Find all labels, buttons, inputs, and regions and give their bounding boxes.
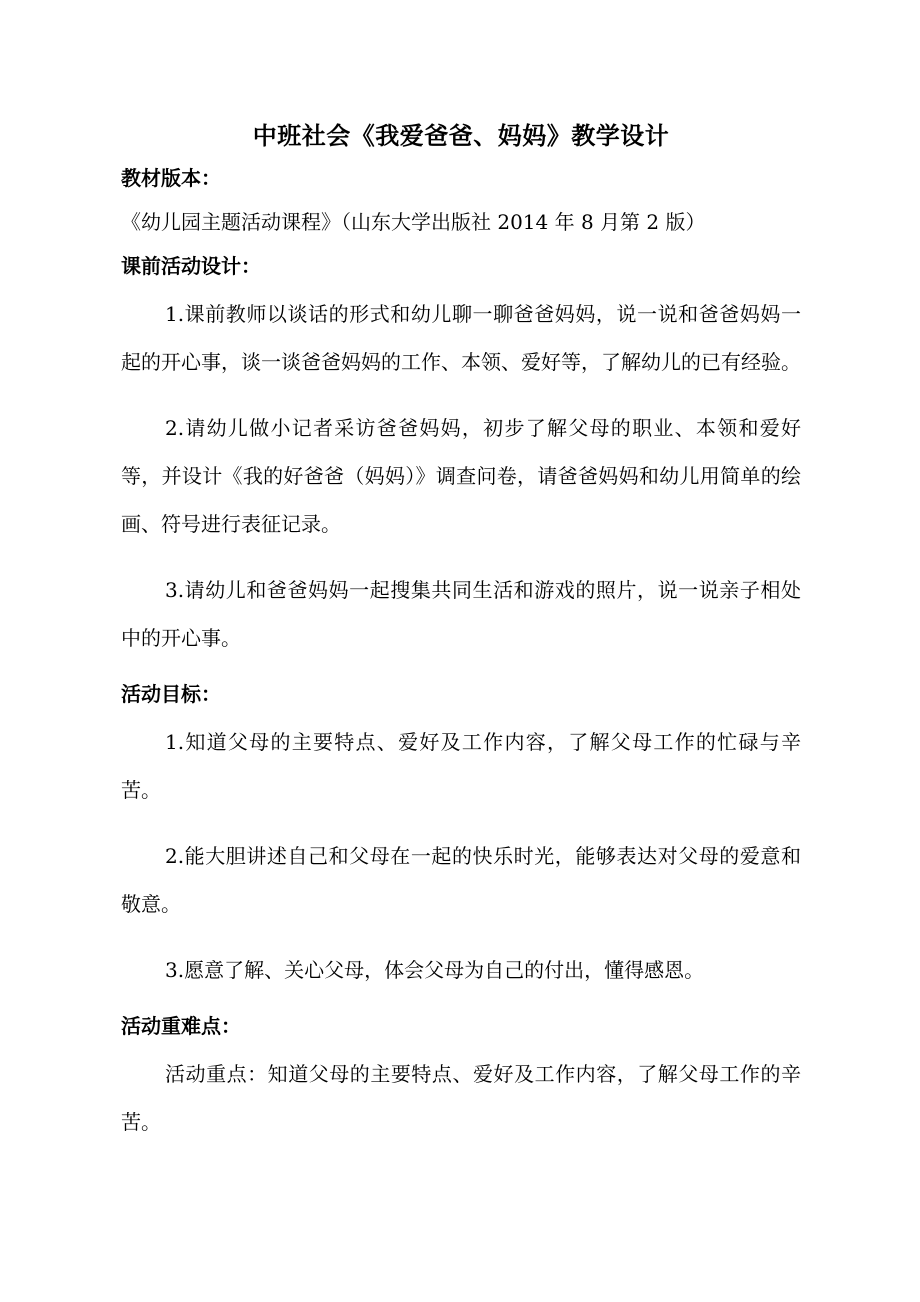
goal-item-1: 1.知道父母的主要特点、爱好及工作内容，了解父母工作的忙碌与辛苦。 — [121, 730, 801, 802]
goals-heading: 活动目标： — [121, 682, 221, 706]
key-point-item-1: 活动重点：知道父母的主要特点、爱好及工作内容，了解父母工作的辛苦。 — [121, 1062, 801, 1134]
document-body — [121, 118, 801, 1146]
edition-heading: 教材版本： — [121, 166, 221, 190]
pre-activity-item-2: 2.请幼儿做小记者采访爸爸妈妈，初步了解父母的职业、本领和爱好等，并设计《我的好爸爸（妈妈）》调查问卷，请爸爸妈妈和幼儿用简单的绘画、符号进行表征记录。 — [121, 416, 801, 536]
goal-item-3: 3.愿意了解、关心父母，体会父母为自己的付出，懂得感恩。 — [165, 958, 705, 982]
key-points-heading: 活动重难点： — [121, 1014, 241, 1038]
edition-text: 《幼儿园主题活动课程》（山东大学出版社 2014 年 8 月第 2 版） — [121, 210, 706, 234]
pre-activity-item-3: 3.请幼儿和爸爸妈妈一起搜集共同生活和游戏的照片，说一说亲子相处中的开心事。 — [121, 578, 801, 650]
pre-activity-heading: 课前活动设计： — [121, 254, 261, 278]
goal-item-2: 2.能大胆讲述自己和父母在一起的快乐时光，能够表达对父母的爱意和敬意。 — [121, 844, 801, 916]
document-title: 中班社会《我爱爸爸、妈妈》教学设计 — [252, 122, 670, 150]
pre-activity-item-1: 1.课前教师以谈话的形式和幼儿聊一聊爸爸妈妈，说一说和爸爸妈妈一起的开心事，谈一谈爸爸妈妈的工作、本领、爱好等，了解幼儿的已有经验。 — [121, 302, 801, 374]
